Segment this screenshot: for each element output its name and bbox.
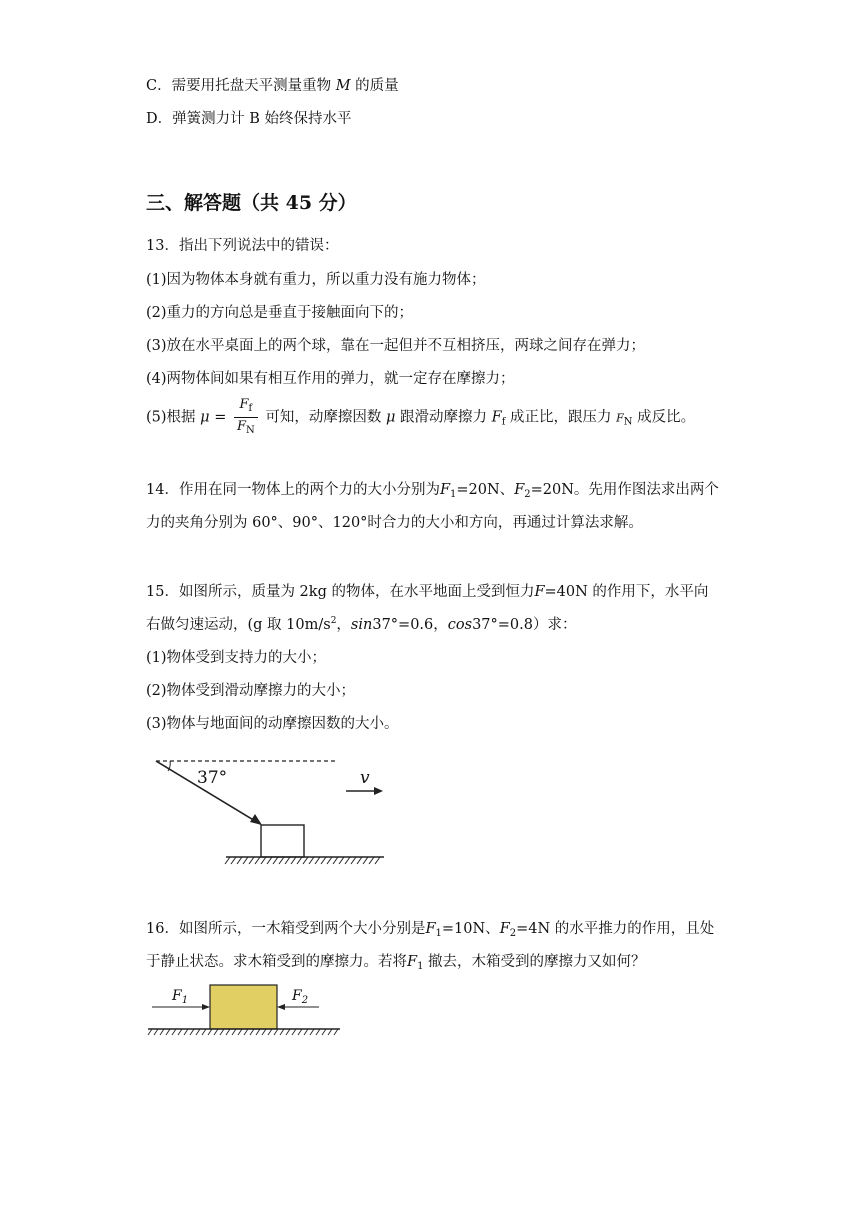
velocity-arrow-head xyxy=(374,787,383,795)
q16-line2-post: 撤去，木箱受到的摩擦力又如何？ xyxy=(423,954,646,970)
q14-f2-val: =20N。先用作图法求出两个 xyxy=(530,482,719,498)
q14-line-2: 力的夹角分别为 60°、90°、120°时合力的大小和方向，再通过计算法求解。 xyxy=(146,515,643,531)
q16-line-1 xyxy=(146,917,714,939)
block xyxy=(261,825,304,857)
force-arrow-head xyxy=(250,814,262,825)
q15-cos: cos xyxy=(447,617,473,633)
q15-f: F xyxy=(534,584,545,600)
option-c-text: C．需要用托盘天平测量重物 xyxy=(146,78,332,94)
q15-square: 2 xyxy=(330,616,337,626)
q16-line2-pre: 于静止状态。求木箱受到的摩擦力。若将 xyxy=(146,954,407,970)
q15-line1-post: =40N 的作用下，水平向 xyxy=(544,584,709,600)
fraction-denominator xyxy=(234,418,258,439)
mu-symbol: μ xyxy=(200,409,210,426)
option-d-text: D．弹簧测力计 B 始终保持水平 xyxy=(146,111,352,127)
fn-symbol: F xyxy=(236,419,246,434)
q13-item-3: (3)放在水平桌面上的两个球，靠在一起但并不互相挤压，两球之间存在弹力； xyxy=(146,338,646,354)
q16-f1b: F xyxy=(407,954,418,970)
q16-line-2 xyxy=(146,950,646,972)
q13-item5-mid3: 成正比，跟压力 xyxy=(510,409,612,426)
section-title: 三、解答题（共 45 分） xyxy=(146,192,357,214)
ground-hatching xyxy=(225,857,380,864)
q15-cos-val: 37°=0.8）求： xyxy=(472,617,577,633)
equals-sign: = xyxy=(209,409,231,426)
q15-sin: sin xyxy=(350,617,373,633)
q14-f1-sub: 1 xyxy=(450,489,457,500)
option-c-tail: 的质量 xyxy=(355,78,399,94)
q16-f2: F xyxy=(499,921,510,937)
option-c xyxy=(146,74,399,95)
q15-item-3: (3)物体与地面间的动摩擦因数的大小。 xyxy=(146,716,399,732)
q16-f1b-sub: 1 xyxy=(417,961,424,972)
q15-line2-mid: ， xyxy=(336,617,351,633)
q14-f2: F xyxy=(514,482,525,498)
q16-f2-sub: 2 xyxy=(509,928,517,939)
q15-sin-val: 37°=0.6， xyxy=(372,617,448,633)
q16-figure xyxy=(146,982,346,1042)
fn-inline: F xyxy=(616,411,624,425)
q13-item5-tail: 成反比。 xyxy=(637,409,696,426)
q14-f1: F xyxy=(439,482,451,498)
q15-line-1 xyxy=(146,580,708,601)
q15-line2-pre: 右做匀速运动，(g 取 10m/s xyxy=(146,617,331,633)
floor-hatching xyxy=(148,1029,338,1035)
fn-inline-sub: N xyxy=(623,416,633,428)
ff-inline-sub: f xyxy=(501,416,506,428)
q15-item-1: (1)物体受到支持力的大小； xyxy=(146,650,327,666)
q13-item5-mid2: 跟滑动摩擦力 xyxy=(400,409,488,426)
f2-arrow-head xyxy=(277,1004,285,1010)
q13-item5-mid1: 可知，动摩擦因数 xyxy=(265,409,382,426)
q14-f1-val: =20N、 xyxy=(456,482,515,498)
option-d xyxy=(146,107,352,128)
wooden-crate xyxy=(210,985,277,1029)
q13-item-2: (2)重力的方向总是垂直于接触面向下的； xyxy=(146,305,414,321)
q15-line-2 xyxy=(146,613,576,634)
q13-item-5 xyxy=(146,396,695,439)
fig-f1-label: $F_1$ xyxy=(172,988,189,1006)
ff-symbol: F xyxy=(239,397,249,412)
ff-sub: f xyxy=(248,403,253,414)
fig-f2-label: $F_2$ xyxy=(292,988,309,1006)
q16-f2-val: =4N 的水平推力的作用，且处 xyxy=(516,921,715,937)
option-c-var: M xyxy=(335,78,351,94)
q15-line1-pre: 15．如图所示，质量为 2kg 的物体，在水平地面上受到恒力 xyxy=(146,584,535,600)
q15-figure xyxy=(150,752,390,870)
q16-f1-val: =10N、 xyxy=(441,921,500,937)
angle-label: 37° xyxy=(197,768,228,788)
q14-line1-pre: 14．作用在同一物体上的两个力的大小分别为 xyxy=(146,482,440,498)
friction-fraction xyxy=(234,396,258,439)
q13-item5-pre: (5)根据 xyxy=(146,409,196,426)
ff-inline: F xyxy=(491,409,502,426)
f1-arrow-head xyxy=(202,1004,210,1010)
q14-f2-sub: 2 xyxy=(524,489,531,500)
q15-item-2: (2)物体受到滑动摩擦力的大小； xyxy=(146,683,356,699)
q13-item-1: (1)因为物体本身就有重力，所以重力没有施力物体； xyxy=(146,272,486,288)
q16-f1: F xyxy=(425,921,436,937)
fraction-numerator xyxy=(234,396,258,418)
mu-symbol-2: μ xyxy=(385,409,396,426)
q13-item-4: (4)两物体间如果有相互作用的弹力，就一定存在摩擦力； xyxy=(146,371,515,387)
q13-stem: 13．指出下列说法中的错误： xyxy=(146,238,339,254)
velocity-label: v xyxy=(360,768,370,788)
q14-line-1 xyxy=(146,478,719,500)
fn-sub: N xyxy=(246,425,255,436)
q16-line1-pre: 16．如图所示，一木箱受到两个大小分别是 xyxy=(146,921,426,937)
q16-f1-sub: 1 xyxy=(435,928,442,939)
